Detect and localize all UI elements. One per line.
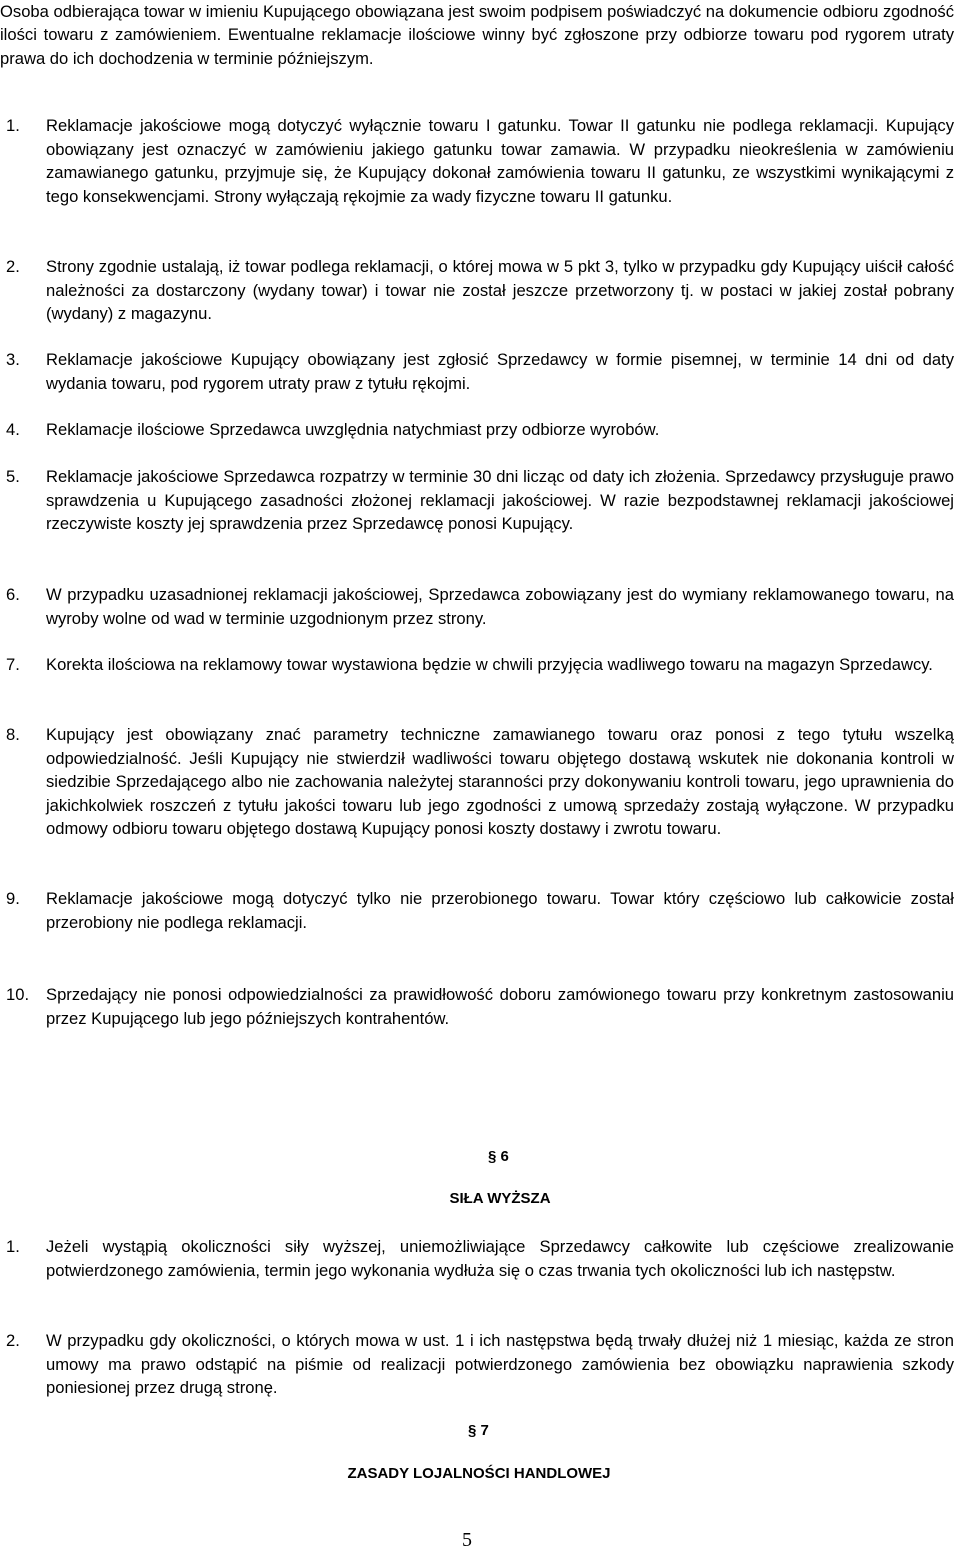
- item-text: Sprzedający nie ponosi odpowiedzialności za prawidłowość doboru zamówionego towaru przy konkretnym zastosowaniu przez Kupującego lub jego późniejszych kontrahentów.: [46, 985, 954, 1028]
- item-text: Reklamacje jakościowe mogą dotyczyć tylko nie przerobionego towaru. Towar który częściowo lub całkowicie został przerobiony nie podlega reklamacji.: [46, 889, 954, 932]
- item-text: W przypadku gdy okoliczności, o których mowa w ust. 1 i ich następstwa będą trwały dłużej niż 1 miesiąc, każda ze stron umowy ma prawo odstąpić na piśmie od realizacji potwierdzonego zamówienia bez obowiązku naprawienia szkody poniesionej przez drugą stronę.: [46, 1331, 954, 1397]
- item-number: 5.: [6, 467, 20, 486]
- item-text: Reklamacje jakościowe Sprzedawca rozpatrzy w terminie 30 dni licząc od daty ich złożenia. Sprzedawcy przysługuje prawo sprawdzenia u Kupującego zasadności złożonej reklamacji jakościowej. W razie bezpodstawnej reklamacji jakościowej rzeczywiste koszty jej sprawdzenia przez Sprzedawcę ponosi Kupujący.: [46, 467, 954, 533]
- item-number: 2.: [6, 1331, 20, 1350]
- list-item: [0, 255, 954, 326]
- section-title: SIŁA WYŻSZA: [449, 1190, 551, 1207]
- item-text: Reklamacje jakościowe Kupujący obowiązany jest zgłosić Sprzedawcy w formie pisemnej, w terminie 14 dni od daty wydania towaru, pod rygorem utraty praw z tytułu rękojmi.: [46, 350, 954, 393]
- item-number: 6.: [6, 585, 20, 604]
- item-number: 8.: [6, 725, 20, 744]
- section-mark: § 6: [488, 1148, 509, 1165]
- item-text: Reklamacje jakościowe mogą dotyczyć wyłącznie towaru I gatunku. Towar II gatunku nie podlega reklamacji. Kupujący obowiązany jest oznaczyć w zamówieniu jakiego gatunku towar zamawia. W przypadku nieokreślenia w zamówieniu zamawianego gatunku, przyjmuje się, że Kupujący dokonał zamówienia towaru II gatunku, ze wszystkimi wynikającymi z tego konsekwencjami. Strony wyłączają rękojmie za wady fizyczne towaru II gatunku.: [46, 116, 954, 206]
- item-text: Reklamacje ilościowe Sprzedawca uwzględnia natychmiast przy odbiorze wyrobów.: [46, 420, 660, 439]
- item-number: 7.: [6, 655, 20, 674]
- list-item: [0, 983, 954, 1030]
- item-number: 4.: [6, 420, 20, 439]
- list-item: [0, 1235, 954, 1282]
- list-item: [0, 114, 954, 208]
- list-item: [0, 887, 954, 934]
- list-item: [0, 653, 954, 677]
- section-mark: § 7: [468, 1422, 489, 1439]
- item-number: 1.: [6, 116, 20, 135]
- item-number: 3.: [6, 350, 20, 369]
- item-text: Korekta ilościowa na reklamowy towar wystawiona będzie w chwili przyjęcia wadliwego towaru na magazyn Sprzedawcy.: [46, 655, 933, 674]
- list-item: [0, 418, 954, 442]
- list-item: [0, 465, 954, 536]
- item-number: 1.: [6, 1237, 20, 1256]
- item-text: Kupujący jest obowiązany znać parametry techniczne zamawianego towaru oraz ponosi z tego tytułu wszelką odpowiedzialność. Jeśli Kupujący nie stwierdził wadliwości towaru objętego dostawą wskutek nie dokonania kontroli w siedzibie Sprzedającego albo nie zachowania należytej staranności przy dokonywaniu kontroli towaru, jego uprawnienia do jakichkolwiek roszczeń z tytułu jakości towaru lub jego zgodności z umową sprzedaży zostają wyłączone. W przypadku odmowy odbioru towaru objętego dostawą Kupujący ponosi koszty dostawy i zwrotu towaru.: [46, 725, 954, 838]
- item-number: 10.: [6, 985, 30, 1004]
- intro-paragraph: Osoba odbierająca towar w imieniu Kupującego obowiązana jest swoim podpisem poświadczyć na dokumencie odbioru zgodność ilości towaru z zamówieniem. Ewentualne reklamacje ilościowe winny być zgłoszone przy odbiorze towaru pod rygorem utraty prawa do ich dochodzenia w terminie późniejszym.: [0, 2, 954, 68]
- section-title: ZASADY LOJALNOŚCI HANDLOWEJ: [347, 1465, 611, 1482]
- item-text: Strony zgodnie ustalają, iż towar podlega reklamacji, o której mowa w 5 pkt 3, tylko w przypadku gdy Kupujący uiścił całość należności za dostarczony (wydany towar) i towar nie został jeszcze przetworzony tj. w postaci w jakiej został pobrany (wydany) z magazynu.: [46, 257, 954, 323]
- item-text: Jeżeli wystąpią okoliczności siły wyższej, uniemożliwiające Sprzedawcy całkowite lub częściowe zrealizowanie potwierdzonego zamówienia, termin jego wykonania wydłuża się o czas trwania tych okoliczności lub ich następstw.: [46, 1237, 954, 1280]
- list-item: [0, 348, 954, 395]
- list-item: [0, 1329, 954, 1400]
- item-number: 9.: [6, 889, 20, 908]
- item-text: W przypadku uzasadnionej reklamacji jakościowej, Sprzedawca zobowiązany jest do wymiany reklamowanego towaru, na wyroby wolne od wad w terminie uzgodnionym przez strony.: [46, 585, 954, 628]
- item-number: 2.: [6, 257, 20, 276]
- list-item: [0, 723, 954, 841]
- list-item: [0, 583, 954, 630]
- page-number: 5: [462, 1529, 472, 1551]
